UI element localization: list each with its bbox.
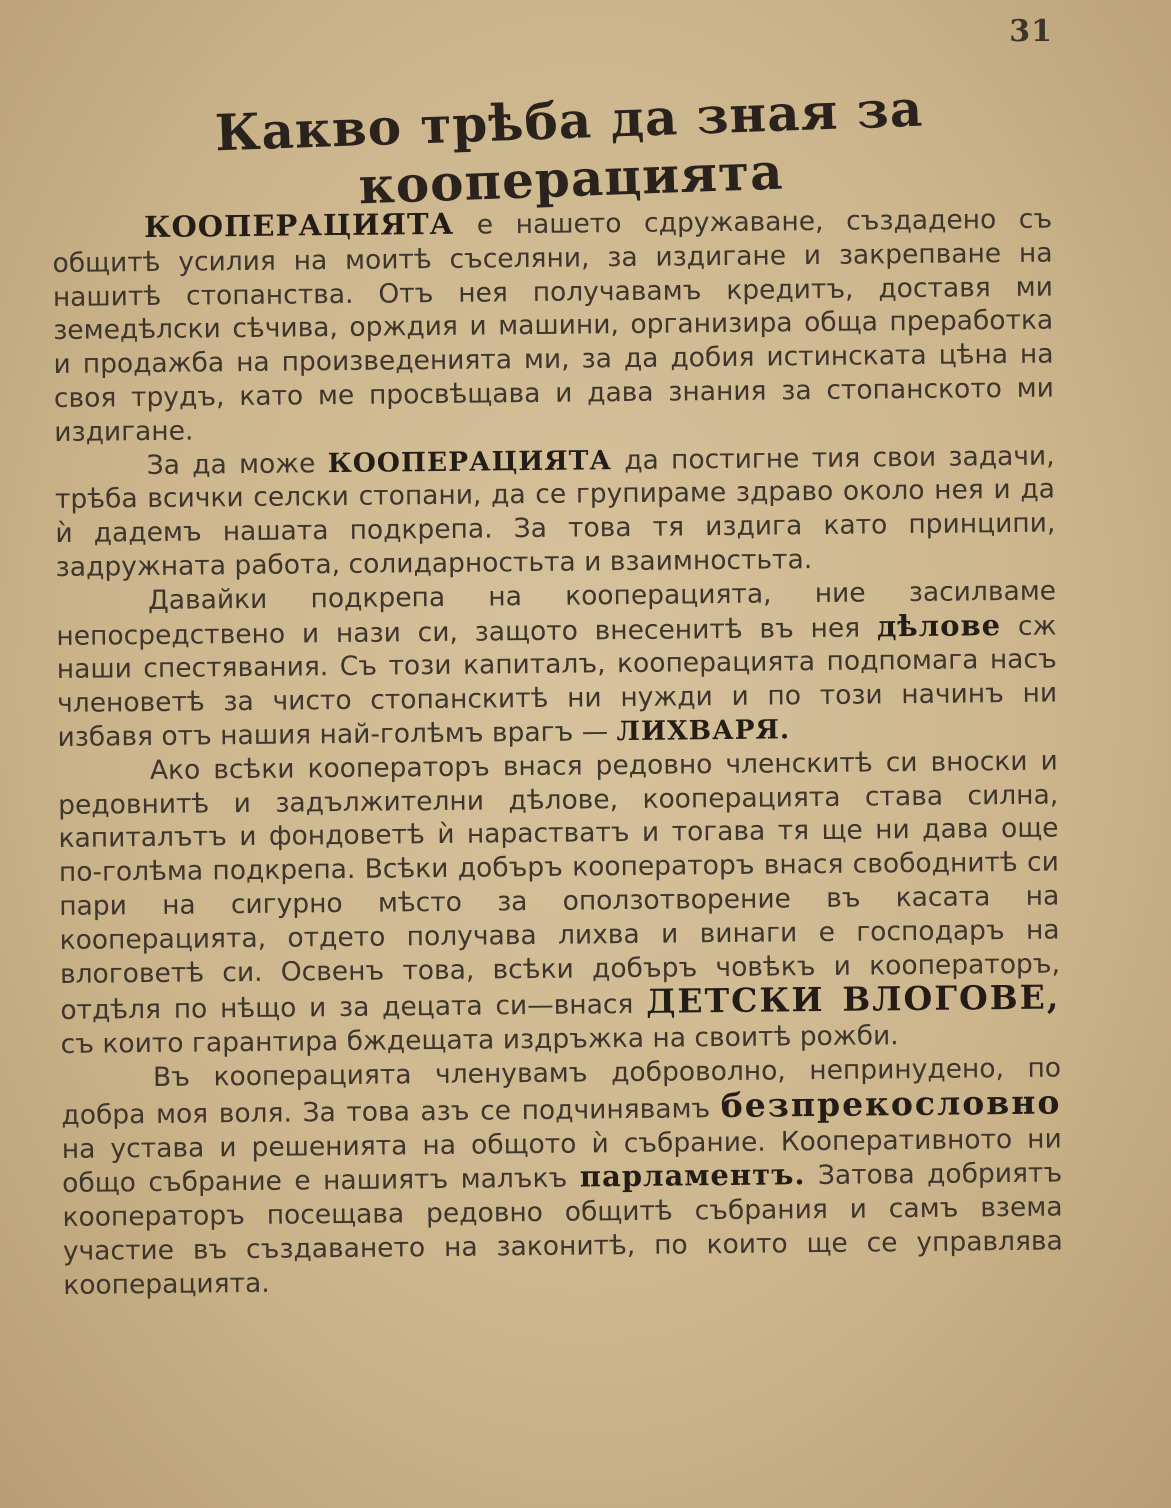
paragraph [52,202,1054,450]
paragraph-text: на устава и решенията на общото ѝ събрание. Кооперативното ни общо събрание е нашиятъ малъкъ [61,1122,1062,1200]
paragraph-text: Давайки подкрепа на кооперацията, ние засилваме непосредствено и нази си, защото внесенитѣ въ нея [56,575,1057,652]
article-body [52,202,1063,1303]
title-line-1: Какво трѣба да зная за [213,78,925,163]
emphasized-term: ЛИХВАРЯ. [616,714,791,748]
paragraph [54,439,1055,585]
paragraph-text: Затова добриятъ кооператоръ посещава редовно общитѣ събрания и самъ взема участие въ създаването на законитѣ, по които ще се управлява кооперацията. [62,1157,1063,1301]
emphasized-term: ДЕТСКИ ВЛОГОВЕ, [645,977,1061,1022]
paragraph-text: Въ кооперацията членувамъ доброволно, непринудено, по добра моя воля. За това азъ се подчинявамъ [61,1052,1062,1131]
paragraph-text: е нашето сдружаване, създадено съ общитѣ усилия на моитѣ съселяни, за издигане и закрепване на нашитѣ стопанства. Отъ нея получавамъ кредитъ, доставя ми земедѣлски сѣчива, орждия и машини, организира обща преработка и продажба на произведенията ми, за да добия истинската цѣна на своя трудъ, като ме просвѣщава и дава знания за стопанското ми издигане. [52,203,1055,448]
emphasized-term: парламентъ. [579,1157,806,1194]
paragraph [58,744,1061,1062]
emphasized-term: безпрекословно [720,1082,1062,1125]
paragraph-text: да постигне тия свои задачи, трѣба всички селски стопани, да се групираме здраво около нея и да ѝ дадемъ нашата подкрепа. За това тя издига като принципи, задружната работа, солидарностьта и взаимностьта. [54,440,1056,583]
emphasized-term: КООПЕРАЦИЯТА [143,206,455,245]
paragraph-text: съ които гарантира бждещата издръжка на своитѣ рожби. [60,1020,899,1061]
page-number: 31 [1009,14,1053,49]
emphasized-term: КООПЕРАЦИЯТА [327,444,613,479]
title-line-2: кооперацията [357,141,785,216]
emphasized-term: дѣлове [876,607,1002,643]
paragraph-text: Ако всѣки кооператоръ внася редовно членскитѣ си вноски и редовнитѣ и задължителни дѣлове, кооперацията става силна, капиталътъ и фондоветѣ ѝ нарастватъ и тогава тя ще ни дава още по-голѣма подкрепа. Всѣки добъръ кооператоръ внася свободнитѣ си пари на сигурно мѣсто за оползотворение въ касата на кооперацията, отдето получава лихва и винаги е господаръ на влоговетѣ си. Освенъ това, всѣки добъръ човѣкъ и кооператоръ, отдѣля по нѣщо и за децата си—внася [58,745,1061,1027]
paragraph-text: За да може [146,447,328,481]
paragraph [61,1051,1063,1302]
paragraph-text: сж наши спестявания. Съ този капиталъ, кооперацията подпомага насъ членоветѣ за чисто стопанскитѣ ни нужди и по този начинъ ни избавя отъ нашия най-голѣмъ врагъ — [56,610,1058,753]
paragraph [56,574,1058,754]
